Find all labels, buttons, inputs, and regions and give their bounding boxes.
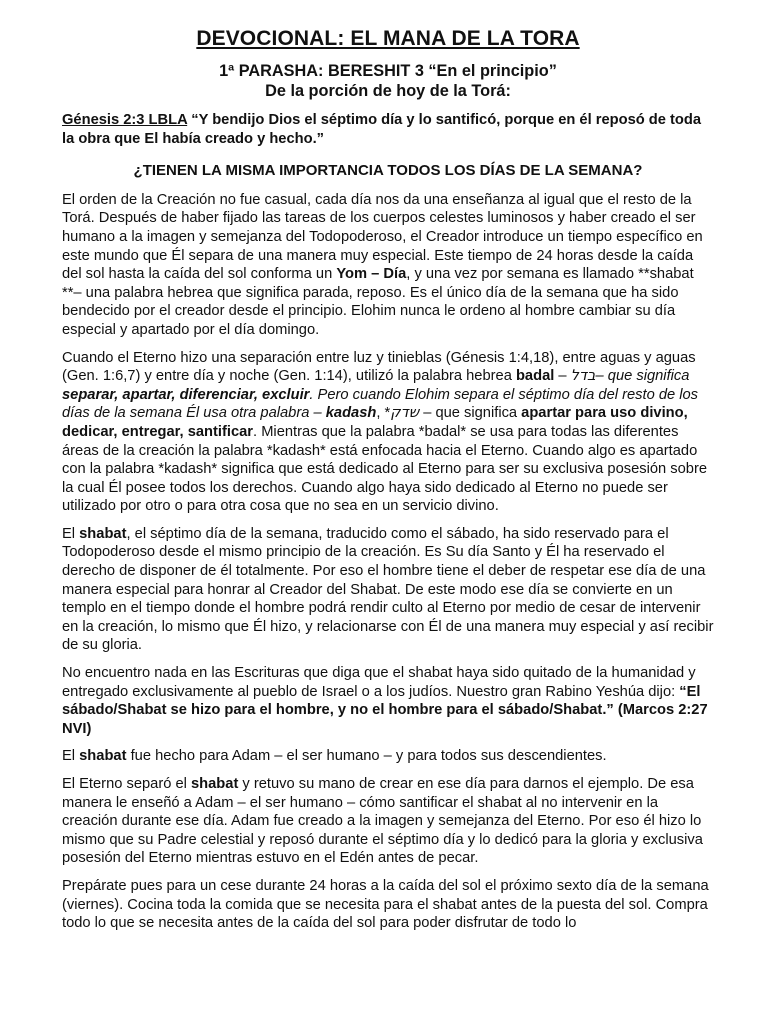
paragraph-2 [62,349,714,516]
p1-yom-dia: Yom – Día [336,266,407,283]
p2-badal: badal [515,368,555,385]
verse-text: “Y bendijo Dios el séptimo día y lo santificó, porque en él reposó de toda la obra que El había creado y hecho.” [62,112,702,147]
paragraph-5 [62,747,714,766]
p5-text-c: fue hecho para Adam – el ser humano – y para todos sus descendientes. [126,748,607,765]
p5-text-a: El [62,748,80,765]
p3-text-c: , el séptimo día de la semana, traducido como el sábado, ha sido reservado para el Todopoderoso desde el mismo principio de la creación. Es Su día Santo y Él ha reservado el derecho de disponer de él totalmente. Por eso el hombre tiene el deber de respetar ese día de una manera especial para honrar al Creador del Shabat. De este modo ese día se convierte en un templo en el tiempo donde el hombre podrá rendir culto al Eterno por medio de cesar de intervenir en la creación, lo mismo que Él hizo, y relacionarse con Él de una manera muy especial y así recibir de su gloria. [62,525,714,654]
p3-text-a: El [62,525,80,542]
p2-hebrew-badal: בדל [570,367,596,385]
p5-shabat: shabat [79,748,127,765]
parasha-subtitle: 1ª PARASHA: BERESHIT 3 “En el principio” [219,62,557,80]
p2-text-f: . Pero cuando Elohim separa el séptimo día del resto de los días de la semana Él usa otra palabra – [62,386,699,422]
p7-text-a: Prepárate pues para un cese durante 24 horas a la caída del sol el próximo sexto día de la semana (viernes). Cocina toda la comida que se necesita para el shabat antes de la puesta del sol. Compra todo lo que se necesita antes de la caída del sol para poder disfrutar de todo lo [62,877,709,932]
p4-text-a: No encuentro nada en las Escrituras que diga que el shabat haya sido quitado de la humanidad y entregado exclusivamente al pueblo de Israel o a los judíos. Nuestro gran Rabino Yeshúa dijo: [62,665,696,700]
document-page [62,26,714,942]
p2-text-d: – que significa [595,368,690,385]
paragraph-1 [62,191,714,340]
paragraph-3 [62,525,714,655]
verse-reference: Génesis 2:3 LBLA [62,112,188,128]
p6-shabat: shabat [191,776,239,792]
p2-hebrew-kadash: שדק [390,404,420,422]
p6-text-a: El Eterno separó el [62,776,191,792]
p4-quote: “El sábado/Shabat se hizo para el hombre, y no el hombre para el sábado/Shabat.” (Marcos 2:27 NVI) [62,683,708,737]
paragraph-6 [62,775,714,868]
document-title: DEVOCIONAL: EL MANA DE LA TORA [196,27,580,50]
p2-text-i: – que significa [419,405,522,422]
p2-separar: separar, apartar, diferenciar, excluir [62,386,310,403]
p2-apartar: apartar para uso divino, dedicar, entregar, santificar [62,405,688,440]
p2-text-h: , * [376,405,391,422]
p2-text-c: – [554,368,571,385]
portion-subtitle: De la porción de hoy de la Torá: [265,82,511,100]
p2-text-a: Cuando el Eterno hizo una separación entre luz y tinieblas (Génesis 1:4,18), entre aguas y aguas (Gen. 1:6,7) y entre día y noche (Gen. 1:14), utilizó la palabra hebrea [62,349,696,385]
paragraph-7 [62,877,714,933]
p2-kadash: kadash [325,405,377,422]
p2-text-k: . Mientras que la palabra *badal* se usa para todas las diferentes áreas de la creación la palabra *kadash* está enfocada hacia el Eterno. Cuando algo es apartado con la palabra *kadash* significa que está dedicado al Eterno para ser su exclusiva posesión sobre la cual Él posee todos los derechos. Cuando algo haya sido dedicado al Eterno no puede ser utilizado por otro o para otra cosa que no sea en un servicio divino. [62,423,708,515]
key-verse [62,111,714,148]
p6-text-c: y retuvo su mano de crear en ese día para darnos el ejemplo. De esa manera le enseñó a Adam – el ser humano – cómo santificar el shabat al no intervenir en la creación durante ese día. Adam fue creado a la imagen y semejanza del Eterno. Por eso él hizo lo mismo que su Padre celestial y reposó durante el séptimo día y lo dedicó para la gloria y exclusiva posesión del Eterno mientras estuvo en el Edén antes de pecar. [62,776,703,867]
p3-shabat: shabat [79,525,127,542]
p1-text-c: , y una vez por semana es llamado **shabat **– una palabra hebrea que significa parada, reposo. Es el único día de la semana que ha sido bendecido por el creador desde el principio. Elohim nunca le ordeno al hombre cambiar su día especial y apartado por el día domingo. [62,266,694,338]
p1-text-a: El orden de la Creación no fue casual, cada día nos da una enseñanza al igual que el resto de la Torá. Después de haber fijado las tareas de los cuerpos celestes luminosos y haber creado el ser humano a la imagen y semejanza del Todopoderoso, el Creador introduce un tiempo específico en este mundo que Él separa de una manera muy especial. Este tiempo de 24 horas desde la caída del sol hasta la caída del sol conforma un [62,191,703,283]
paragraph-4 [62,664,714,738]
section-question: ¿TIENEN LA MISMA IMPORTANCIA TODOS LOS DÍAS DE LA SEMANA? [133,162,643,180]
